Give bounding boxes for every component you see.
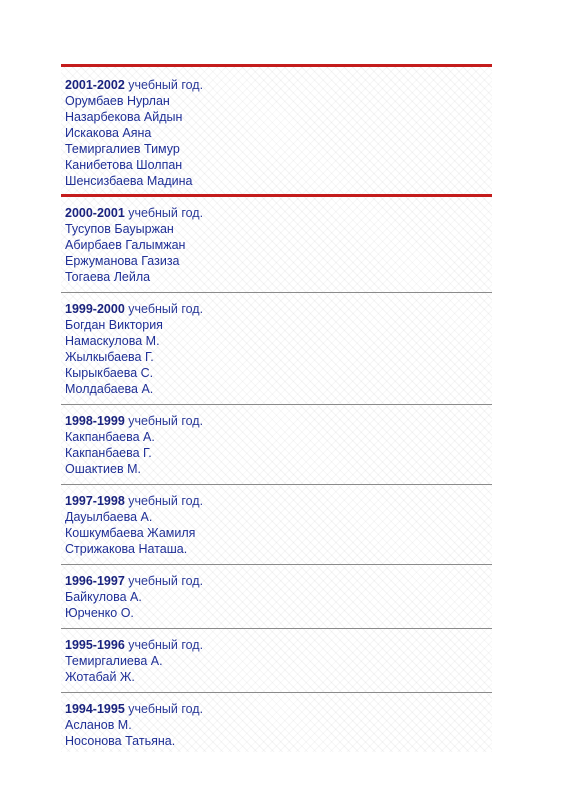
student-name: Темиргалиева А. — [65, 654, 163, 668]
year-section — [61, 64, 492, 197]
student-name: Молдабаева А. — [65, 382, 154, 396]
student-name: Ошактиев М. — [65, 462, 141, 476]
student-name: Жотабай Ж. — [65, 670, 135, 684]
academic-year-heading — [65, 413, 492, 429]
student-name: Назарбекова Айдын — [65, 110, 183, 124]
student-name: Темиргалиев Тимур — [65, 142, 180, 156]
student-name: Какпанбаева Г. — [65, 446, 152, 460]
student-list — [65, 589, 492, 621]
student-name: Стрижакова Наташа. — [65, 542, 188, 556]
academic-year-suffix: учебный год. — [124, 78, 204, 92]
year-section — [61, 197, 492, 293]
student-list — [65, 717, 492, 749]
student-list — [65, 509, 492, 557]
year-section — [61, 629, 492, 693]
student-list — [65, 429, 492, 477]
student-name: Шенсизбаева Мадина — [65, 174, 193, 188]
student-list — [65, 221, 492, 285]
academic-year-range: 2000-2001 — [65, 206, 125, 220]
academic-year-heading — [65, 573, 492, 589]
academic-year-suffix: учебный год. — [124, 574, 204, 588]
academic-year-heading — [65, 77, 492, 93]
student-list — [65, 93, 492, 189]
year-section — [61, 485, 492, 565]
academic-year-heading — [65, 701, 492, 717]
year-section — [61, 693, 492, 752]
student-name: Носонова Татьяна. — [65, 734, 176, 748]
student-name: Байкулова А. — [65, 590, 142, 604]
academic-year-suffix: учебный год. — [124, 302, 204, 316]
year-section — [61, 565, 492, 629]
academic-year-range: 2001-2002 — [65, 78, 125, 92]
academic-year-suffix: учебный год. — [124, 702, 204, 716]
year-section — [61, 405, 492, 485]
graduates-panel — [61, 64, 492, 752]
student-name: Богдан Виктория — [65, 318, 163, 332]
student-name: Тусупов Бауыржан — [65, 222, 174, 236]
year-section — [61, 293, 492, 405]
student-list — [65, 653, 492, 685]
student-name: Кырыкбаева С. — [65, 366, 154, 380]
academic-year-suffix: учебный год. — [124, 414, 204, 428]
academic-year-range: 1999-2000 — [65, 302, 125, 316]
academic-year-suffix: учебный год. — [124, 494, 204, 508]
academic-year-heading — [65, 301, 492, 317]
student-name: Жылкыбаева Г. — [65, 350, 154, 364]
student-name: Искакова Аяна — [65, 126, 152, 140]
student-name: Ержуманова Газиза — [65, 254, 180, 268]
academic-year-suffix: учебный год. — [124, 206, 204, 220]
academic-year-range: 1997-1998 — [65, 494, 125, 508]
academic-year-heading — [65, 493, 492, 509]
student-name: Дауылбаева А. — [65, 510, 153, 524]
academic-year-heading — [65, 637, 492, 653]
sections-list — [61, 64, 492, 752]
academic-year-suffix: учебный год. — [124, 638, 204, 652]
student-name: Какпанбаева А. — [65, 430, 155, 444]
academic-year-range: 1995-1996 — [65, 638, 125, 652]
academic-year-range: 1996-1997 — [65, 574, 125, 588]
student-name: Орумбаев Нурлан — [65, 94, 170, 108]
student-name: Юрченко О. — [65, 606, 134, 620]
student-list — [65, 317, 492, 397]
student-name: Кошкумбаева Жамиля — [65, 526, 196, 540]
academic-year-range: 1994-1995 — [65, 702, 125, 716]
student-name: Канибетова Шолпан — [65, 158, 183, 172]
student-name: Намаскулова М. — [65, 334, 160, 348]
student-name: Асланов М. — [65, 718, 132, 732]
academic-year-range: 1998-1999 — [65, 414, 125, 428]
academic-year-heading — [65, 205, 492, 221]
student-name: Тогаева Лейла — [65, 270, 151, 284]
student-name: Абирбаев Галымжан — [65, 238, 186, 252]
